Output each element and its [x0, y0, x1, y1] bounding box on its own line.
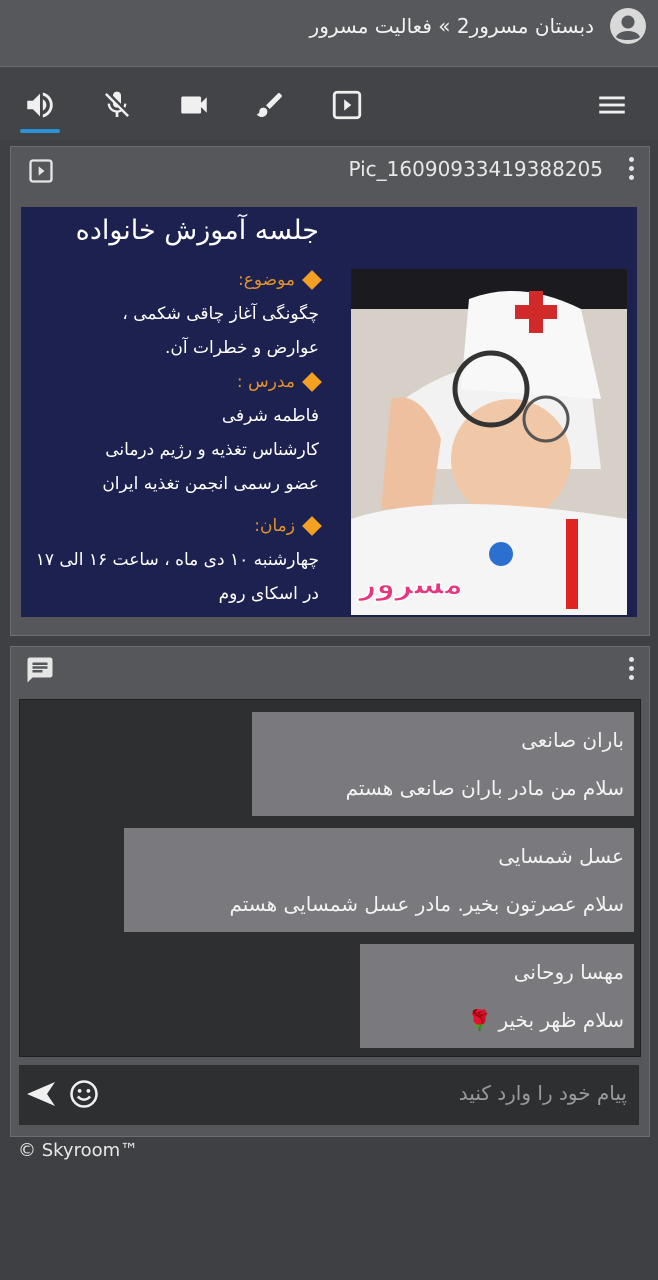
breadcrumb — [310, 14, 594, 38]
presentation-panel — [10, 146, 650, 636]
camera-button[interactable] — [174, 87, 214, 123]
chat-panel — [10, 646, 650, 1137]
volume-icon — [23, 88, 57, 122]
breadcrumb-school[interactable]: دبستان مسرور2 — [456, 14, 594, 38]
play-box-icon[interactable] — [27, 157, 55, 185]
masroor-logo: مسرور — [359, 567, 463, 602]
speaker-button[interactable] — [20, 87, 60, 123]
whiteboard-button[interactable] — [250, 87, 290, 123]
message-text: سلام ظهر بخیر 🌹 — [467, 1008, 624, 1032]
chat-message — [124, 828, 634, 932]
message-input[interactable]: پیام خود را وارد کنید — [458, 1081, 627, 1105]
slide-photo — [351, 269, 627, 615]
presentation-button[interactable] — [327, 87, 367, 123]
diamond-bullet-icon — [302, 372, 322, 392]
mic-off-icon — [101, 89, 133, 121]
more-options-icon[interactable] — [627, 657, 635, 683]
chat-message — [360, 944, 634, 1048]
message-text: سلام عصرتون بخیر. مادر عسل شمسایی هستم — [229, 892, 624, 916]
file-name: Pic_16090933419388205 — [348, 157, 603, 181]
message-sender: عسل شمسایی — [498, 844, 624, 868]
slide-teacher: مدرس : فاطمه شرفی کارشناس تغذیه و رژیم درمانی عضو رسمی انجمن تغذیه ایران — [29, 365, 319, 501]
microphone-button[interactable] — [97, 87, 137, 123]
account-circle-icon[interactable] — [610, 8, 646, 44]
brush-icon — [254, 89, 286, 121]
diamond-bullet-icon — [302, 270, 322, 290]
copyright: © Skyroom™ — [18, 1140, 139, 1161]
breadcrumb-activity[interactable]: فعالیت مسرور — [309, 14, 432, 38]
top-bar — [0, 0, 658, 67]
diamond-bullet-icon — [302, 516, 322, 536]
chat-header — [11, 647, 649, 695]
emoji-icon[interactable] — [69, 1079, 99, 1109]
message-sender: مهسا روحانی — [513, 960, 624, 984]
toolbar — [0, 67, 658, 140]
breadcrumb-separator: » — [438, 14, 451, 38]
message-text: سلام من مادر باران صانعی هستم — [345, 776, 624, 800]
presentation-header — [11, 147, 649, 195]
more-options-icon[interactable] — [627, 157, 635, 183]
presentation-slide — [21, 207, 637, 617]
menu-icon — [595, 88, 629, 122]
message-sender: باران صانعی — [521, 728, 624, 752]
video-icon — [177, 88, 211, 122]
chat-input-bar — [19, 1065, 639, 1125]
chat-messages — [19, 699, 641, 1057]
slide-time: زمان: چهارشنبه ۱۰ دی ماه ، ساعت ۱۶ الی ۱۷ در اسکای روم — [29, 509, 319, 611]
chat-icon — [25, 655, 55, 685]
play-box-icon — [330, 88, 364, 122]
slide-topic: موضوع: چگونگی آغاز چاقی شکمی ، عوارض و خطرات آن. — [29, 263, 319, 365]
chat-message — [252, 712, 634, 816]
slide-title: جلسه آموزش خانواده — [75, 215, 319, 246]
send-icon[interactable] — [25, 1079, 59, 1109]
menu-button[interactable] — [592, 87, 632, 123]
